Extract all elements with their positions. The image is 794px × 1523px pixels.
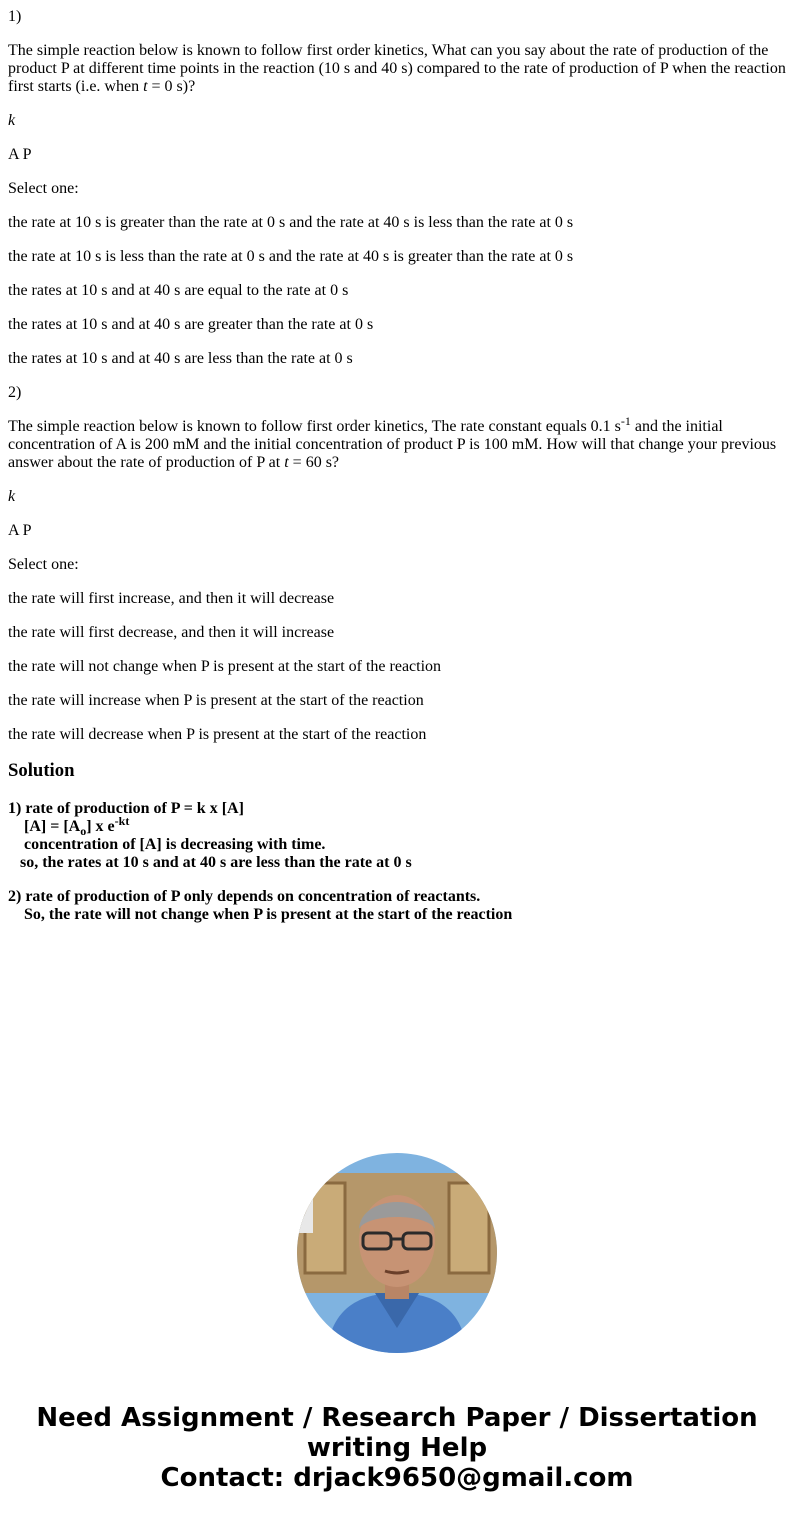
reaction-equation: A P [8,146,32,163]
author-avatar [297,1153,497,1353]
option-item: the rate will not change when P is present at the start of the reaction [8,658,442,675]
option-item: the rates at 10 s and at 40 s are equal to the rate at 0 s [8,282,349,299]
footer-line: writing Help [306,1433,488,1463]
document-body [8,8,788,940]
question-1-text: The simple reaction below is known to follow first order kinetics, What can you say about the rate of production of the product P at different time points in the reaction (10 s and 40 s) compared to the rate of production of P when the reaction first starts (i.e. when t = 0 s)? [8,42,786,95]
option-item: the rates at 10 s and at 40 s are greater than the rate at 0 s [8,316,374,333]
solution-1-line: 1) rate of production of P = k x [A] [8,800,244,817]
option-item: the rate at 10 s is less than the rate at 0 s and the rate at 40 s is greater than the rate at 0 s [8,248,574,265]
option-item: the rate will first increase, and then it will decrease [8,590,335,607]
rate-constant-label: k [8,112,16,129]
option-item: the rate will decrease when P is present at the start of the reaction [8,726,427,743]
solution-1-formula: $[A] = [A_o]$ x $e^{-kt}$ [24,814,130,838]
solution-2 [8,888,788,924]
select-one-label: Select one: [8,180,79,197]
option-item: the rates at 10 s and at 40 s are less than the rate at 0 s [8,350,353,367]
option-item: the rate at 10 s is greater than the rate at 0 s and the rate at 40 s is less than the rate at 0 s [8,214,574,231]
solution-heading: Solution [8,760,75,781]
option-item: the rate will increase when P is present at the start of the reaction [8,692,424,709]
footer-line: Need Assignment / Research Paper / Dissertation [36,1403,758,1433]
solution-2-conclusion: So, the rate will not change when P is present at the start of the reaction [24,906,513,923]
solution-1 [8,800,788,872]
footer-contact: Contact: drjack9650@gmail.com [160,1463,634,1493]
solution-2-line: 2) rate of production of P only depends on concentration of reactants. [8,888,481,905]
solution-1-line: concentration of [A] is decreasing with time. [24,836,326,853]
rate-constant-label: k [8,488,16,505]
question-2-text: The simple reaction below is known to follow first order kinetics, The rate constant equals 0.1 $s^{-1}$ and the initial concentration of A is 200 mM and the initial concentration of product P is 100 mM. How will that change your previous answer about the rate of production of P at t = 60 s? [8,414,777,471]
select-one-label: Select one: [8,556,79,573]
footer-promo [0,1403,794,1493]
solution-1-conclusion: so, the rates at 10 s and at 40 s are less than the rate at 0 s [20,854,412,871]
reaction-equation: A P [8,522,32,539]
option-item: the rate will first decrease, and then it will increase [8,624,335,641]
author-portrait-image [297,1153,497,1353]
question-2-number: 2) [8,384,22,401]
question-1-number: 1) [8,8,22,25]
